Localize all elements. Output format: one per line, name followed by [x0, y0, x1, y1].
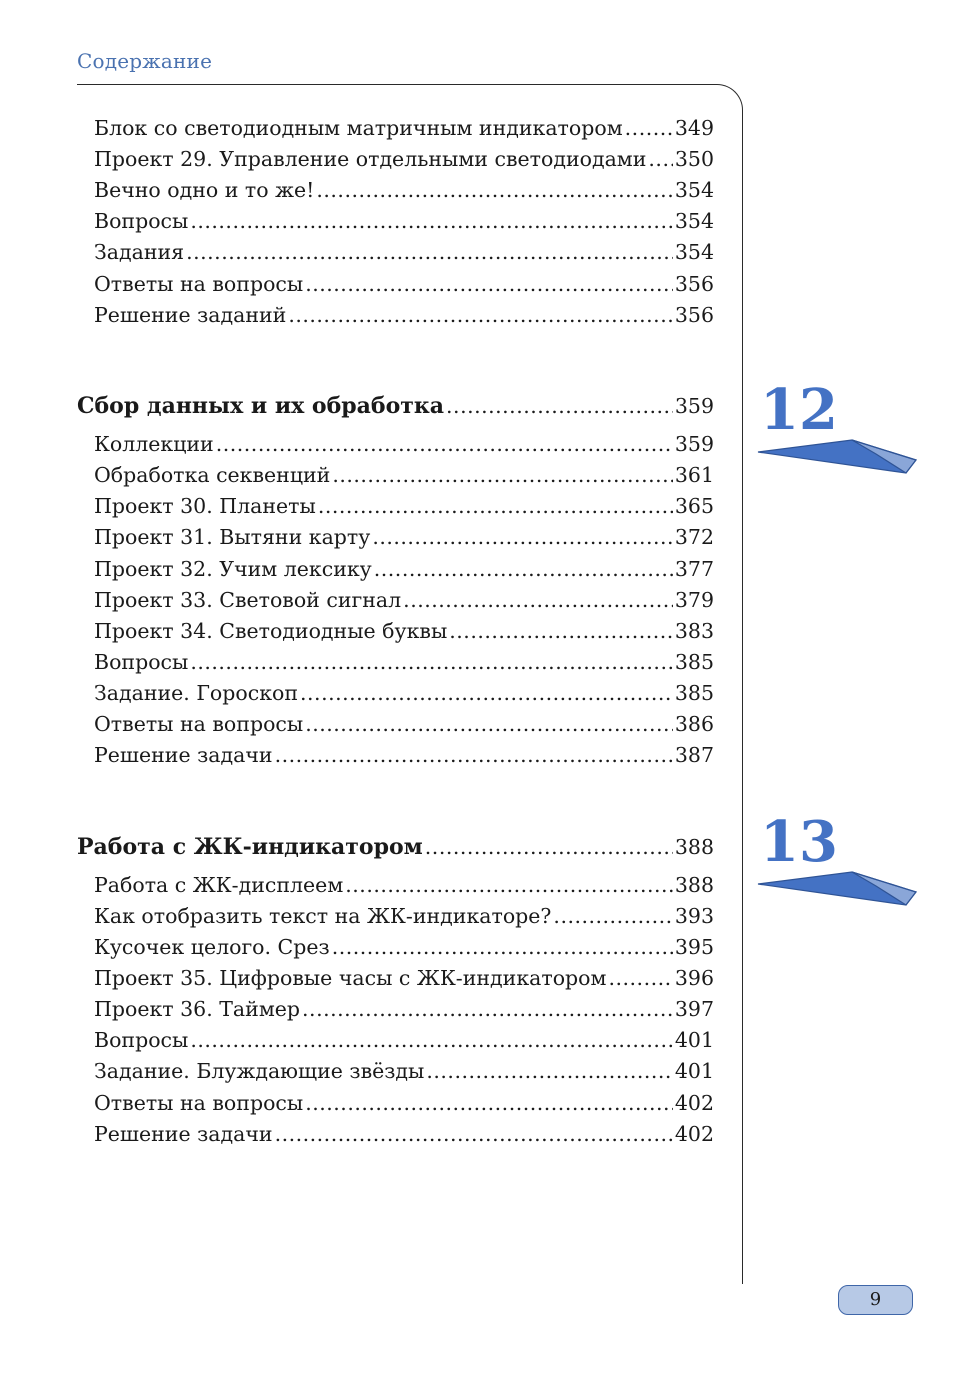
- toc-entry-title: Ответы на вопросы: [94, 1091, 304, 1115]
- leader-dots: [374, 555, 673, 583]
- toc-entry[interactable]: [94, 207, 714, 235]
- leader-dots: [449, 617, 673, 645]
- leader-dots: [316, 176, 672, 204]
- toc-entry-page: 401: [674, 1059, 714, 1083]
- toc-entry[interactable]: [94, 114, 714, 142]
- leader-dots: [275, 741, 673, 769]
- toc-entry-title: Проект 32. Учим лексику: [94, 557, 372, 581]
- toc-entry-title: Кусочек целого. Срез: [94, 935, 330, 959]
- chapter-number: 13: [760, 809, 838, 875]
- leader-dots: [302, 995, 673, 1023]
- toc-entry-page: 395: [674, 935, 714, 959]
- toc-entry[interactable]: [94, 1057, 714, 1085]
- toc-entry-title: Решение задачи: [94, 1122, 273, 1146]
- toc-entry-page: 356: [674, 303, 714, 327]
- leader-dots: [275, 1120, 673, 1148]
- toc-entry-page: 377: [674, 557, 714, 581]
- toc-entry-page: 350: [674, 147, 714, 171]
- leader-dots: [288, 301, 673, 329]
- leader-dots: [553, 902, 672, 930]
- toc-entry[interactable]: [94, 586, 714, 614]
- toc-entry-title: Решение задачи: [94, 743, 273, 767]
- chapter-marker-12: [756, 377, 921, 490]
- leader-dots: [190, 1026, 673, 1054]
- toc-entry-title: Вопросы: [94, 209, 189, 233]
- toc-entry-page: 359: [674, 432, 714, 456]
- toc-entry[interactable]: [94, 1120, 714, 1148]
- chapter-heading[interactable]: [77, 392, 714, 420]
- toc-entry-page: 388: [674, 873, 714, 897]
- leader-dots: [305, 710, 673, 738]
- chapter-title: Работа с ЖК-индикатором: [77, 834, 423, 860]
- toc-entry-title: Вопросы: [94, 650, 189, 674]
- leader-dots: [425, 833, 673, 861]
- toc-entry-page: 386: [674, 712, 714, 736]
- toc-entry-page: 387: [674, 743, 714, 767]
- chapter-page: 388: [674, 835, 714, 859]
- toc-entry-title: Проект 29. Управление отдельными светодиодами: [94, 147, 647, 171]
- toc-entry[interactable]: [94, 523, 714, 551]
- toc-entry-title: Задание. Блуждающие звёзды: [94, 1059, 425, 1083]
- chapter-page: 359: [674, 394, 714, 418]
- toc-entry[interactable]: [94, 461, 714, 489]
- toc-entry[interactable]: [94, 902, 714, 930]
- toc-entry-title: Решение заданий: [94, 303, 287, 327]
- leader-dots: [332, 461, 673, 489]
- toc-entry[interactable]: [94, 238, 714, 266]
- toc-entry-title: Блок со светодиодным матричным индикатором: [94, 116, 623, 140]
- leader-dots: [372, 523, 673, 551]
- toc-entry-page: 401: [674, 1028, 714, 1052]
- toc-entry-page: 402: [674, 1122, 714, 1146]
- leader-dots: [305, 1089, 673, 1117]
- leader-dots: [446, 392, 673, 420]
- toc-entry-page: 365: [674, 494, 714, 518]
- toc-entry[interactable]: [94, 710, 714, 738]
- toc-entry[interactable]: [94, 964, 714, 992]
- chapter-ribbon-icon: [756, 864, 918, 908]
- toc-entry[interactable]: [94, 933, 714, 961]
- toc-entry-page: 356: [674, 272, 714, 296]
- leader-dots: [403, 586, 673, 614]
- toc-entry-page: 354: [674, 240, 714, 264]
- toc-entry[interactable]: [94, 555, 714, 583]
- leader-dots: [608, 964, 672, 992]
- toc-entry-page: 385: [674, 650, 714, 674]
- toc-entry[interactable]: [94, 617, 714, 645]
- toc-entry-title: Вопросы: [94, 1028, 189, 1052]
- toc-entry[interactable]: [94, 679, 714, 707]
- toc-entry-title: Задание. Гороскоп: [94, 681, 299, 705]
- toc-entry[interactable]: [94, 1026, 714, 1054]
- toc-entry[interactable]: [94, 648, 714, 676]
- leader-dots: [332, 933, 673, 961]
- toc-entry[interactable]: [94, 430, 714, 458]
- chapter-number: 12: [760, 377, 838, 443]
- leader-dots: [186, 238, 673, 266]
- chapter-heading[interactable]: [77, 833, 714, 861]
- leader-dots: [190, 207, 673, 235]
- toc-entry-title: Проект 35. Цифровые часы с ЖК-индикатором: [94, 966, 607, 990]
- leader-dots: [426, 1057, 672, 1085]
- toc-entry[interactable]: [94, 176, 714, 204]
- running-head: Содержание: [77, 49, 213, 73]
- toc-entry[interactable]: [94, 995, 714, 1023]
- toc-entry-page: 397: [674, 997, 714, 1021]
- toc-entry-title: Проект 36. Таймер: [94, 997, 301, 1021]
- toc-entry-title: Работа с ЖК-дисплеем: [94, 873, 344, 897]
- toc-entry-title: Ответы на вопросы: [94, 712, 304, 736]
- leader-dots: [625, 114, 673, 142]
- toc-entry-page: 383: [674, 619, 714, 643]
- leader-dots: [190, 648, 673, 676]
- toc-entry[interactable]: [94, 301, 714, 329]
- toc-entry[interactable]: [94, 1089, 714, 1117]
- toc-entry[interactable]: [94, 270, 714, 298]
- page-number: 9: [869, 1289, 882, 1310]
- page-number-badge: [838, 1285, 913, 1315]
- toc-entry[interactable]: [94, 871, 714, 899]
- toc-entry-title: Вечно одно и то же!: [94, 178, 315, 202]
- leader-dots: [648, 145, 672, 173]
- toc-entry-page: 361: [674, 463, 714, 487]
- toc-entry-title: Проект 34. Светодиодные буквы: [94, 619, 448, 643]
- chapter-ribbon-icon: [756, 432, 918, 476]
- toc-entry-title: Проект 31. Вытяни карту: [94, 525, 371, 549]
- leader-dots: [318, 492, 673, 520]
- chapter-title: Сбор данных и их обработка: [77, 393, 445, 419]
- toc-entry-page: 379: [674, 588, 714, 612]
- leader-dots: [345, 871, 673, 899]
- toc-entry-page: 349: [674, 116, 714, 140]
- toc-entry-title: Как отобразить текст на ЖК-индикаторе?: [94, 904, 552, 928]
- leader-dots: [300, 679, 673, 707]
- toc-entry-title: Обработка секвенций: [94, 463, 331, 487]
- toc-entry-page: 396: [674, 966, 714, 990]
- toc-entry-title: Коллекции: [94, 432, 214, 456]
- toc-entry-page: 393: [674, 904, 714, 928]
- toc-entry-page: 385: [674, 681, 714, 705]
- toc-entry-title: Проект 33. Световой сигнал: [94, 588, 402, 612]
- toc-entry-page: 354: [674, 209, 714, 233]
- toc-entry-page: 372: [674, 525, 714, 549]
- toc-entry-title: Задания: [94, 240, 185, 264]
- toc-entry[interactable]: [94, 741, 714, 769]
- toc-entry[interactable]: [94, 492, 714, 520]
- toc-entry-title: Проект 30. Планеты: [94, 494, 316, 518]
- toc-entry-title: Ответы на вопросы: [94, 272, 304, 296]
- toc-entry-page: 402: [674, 1091, 714, 1115]
- leader-dots: [216, 430, 673, 458]
- leader-dots: [305, 270, 673, 298]
- toc-entry-page: 354: [674, 178, 714, 202]
- chapter-marker-13: [756, 809, 921, 922]
- toc-entry[interactable]: [94, 145, 714, 173]
